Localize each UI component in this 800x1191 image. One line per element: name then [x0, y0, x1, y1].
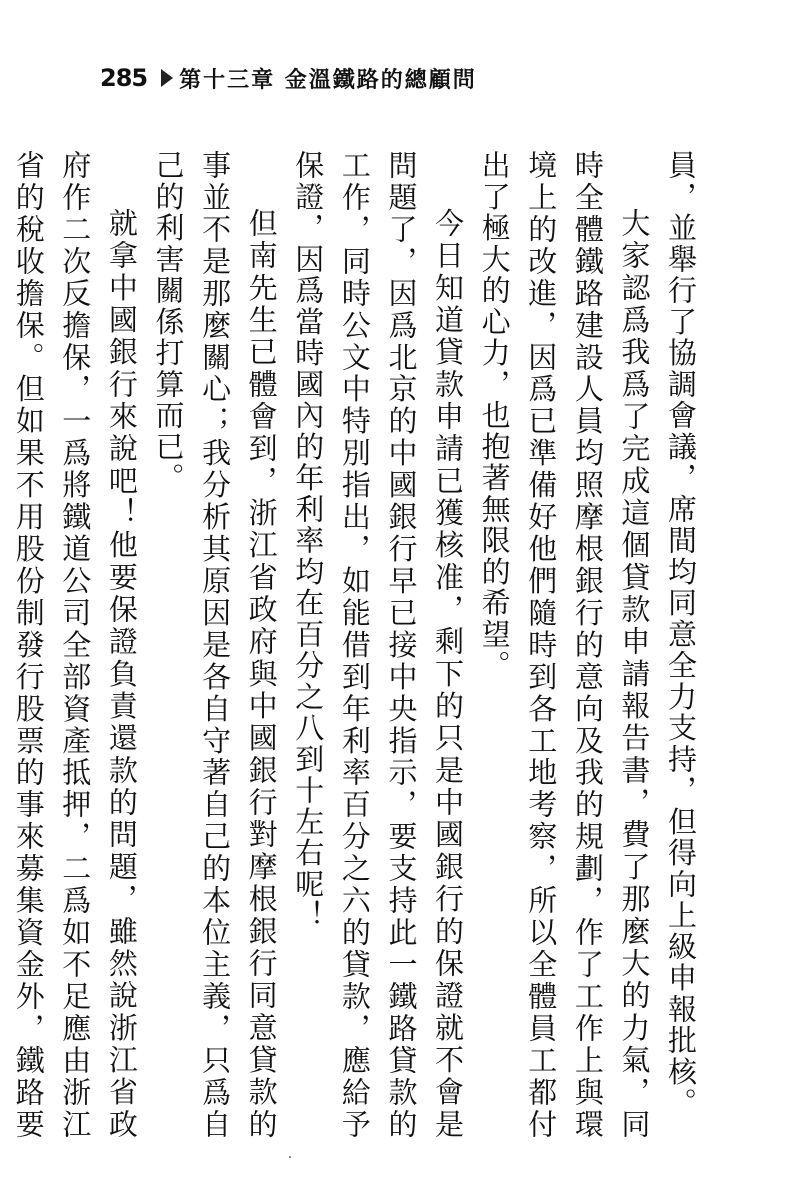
chapter-title: 第十三章 金溫鐵路的總顧問	[179, 66, 477, 93]
paragraph-3: 今日知道貸款申請已獲核准，剩下的只是中國銀行的保證就不會是問題了，因爲北京的中國銀行早已接中央指示，要支持此一鐵路貸款的工作，同時公文中特別指出，如能借到年利率百分之六的貸款，應給予保證，因爲當時國內的年利率均在百分之八到十左右呢！	[291, 150, 466, 1140]
vertical-body-text	[11, 150, 704, 1140]
paragraph-2: 大家認爲我爲了完成這個貸款申請報告書，費了那麼大的力氣，同時全體鐵路建設人員均照摩根銀行的意向及我的規劃，作了工作上與環境上的改進，因爲已準備好他們隨時到各工地考察，所以全體員工都付出了極大的心力，也抱著無限的希望。	[477, 150, 652, 1140]
paragraph-1: 員，並舉行了協調會議，席間均同意全力支持，但得向上級申報批核。	[664, 150, 698, 1119]
paragraph-4: 但南先生已體會到，浙江省政府與中國銀行對摩根銀行同意貸款的事並不是那麼關心；我分析其原因是各自守著自己的本位主義，只爲自己的利害關係打算而已。	[151, 150, 279, 1140]
running-header	[88, 58, 477, 98]
paragraph-5: 就拿中國銀行來說吧！他要保證負責還款的問題，雖然說浙江省政府作二次反擔保，一爲將鐵道公司全部資產抵押，二爲如不足應由浙江省的稅收擔保。但如果不用股份制發行股票的事來募集資金外，鐵路要	[11, 150, 139, 1140]
scan-speck	[289, 1156, 291, 1158]
page-number: 285	[100, 64, 148, 92]
page-number-badge	[88, 61, 165, 95]
